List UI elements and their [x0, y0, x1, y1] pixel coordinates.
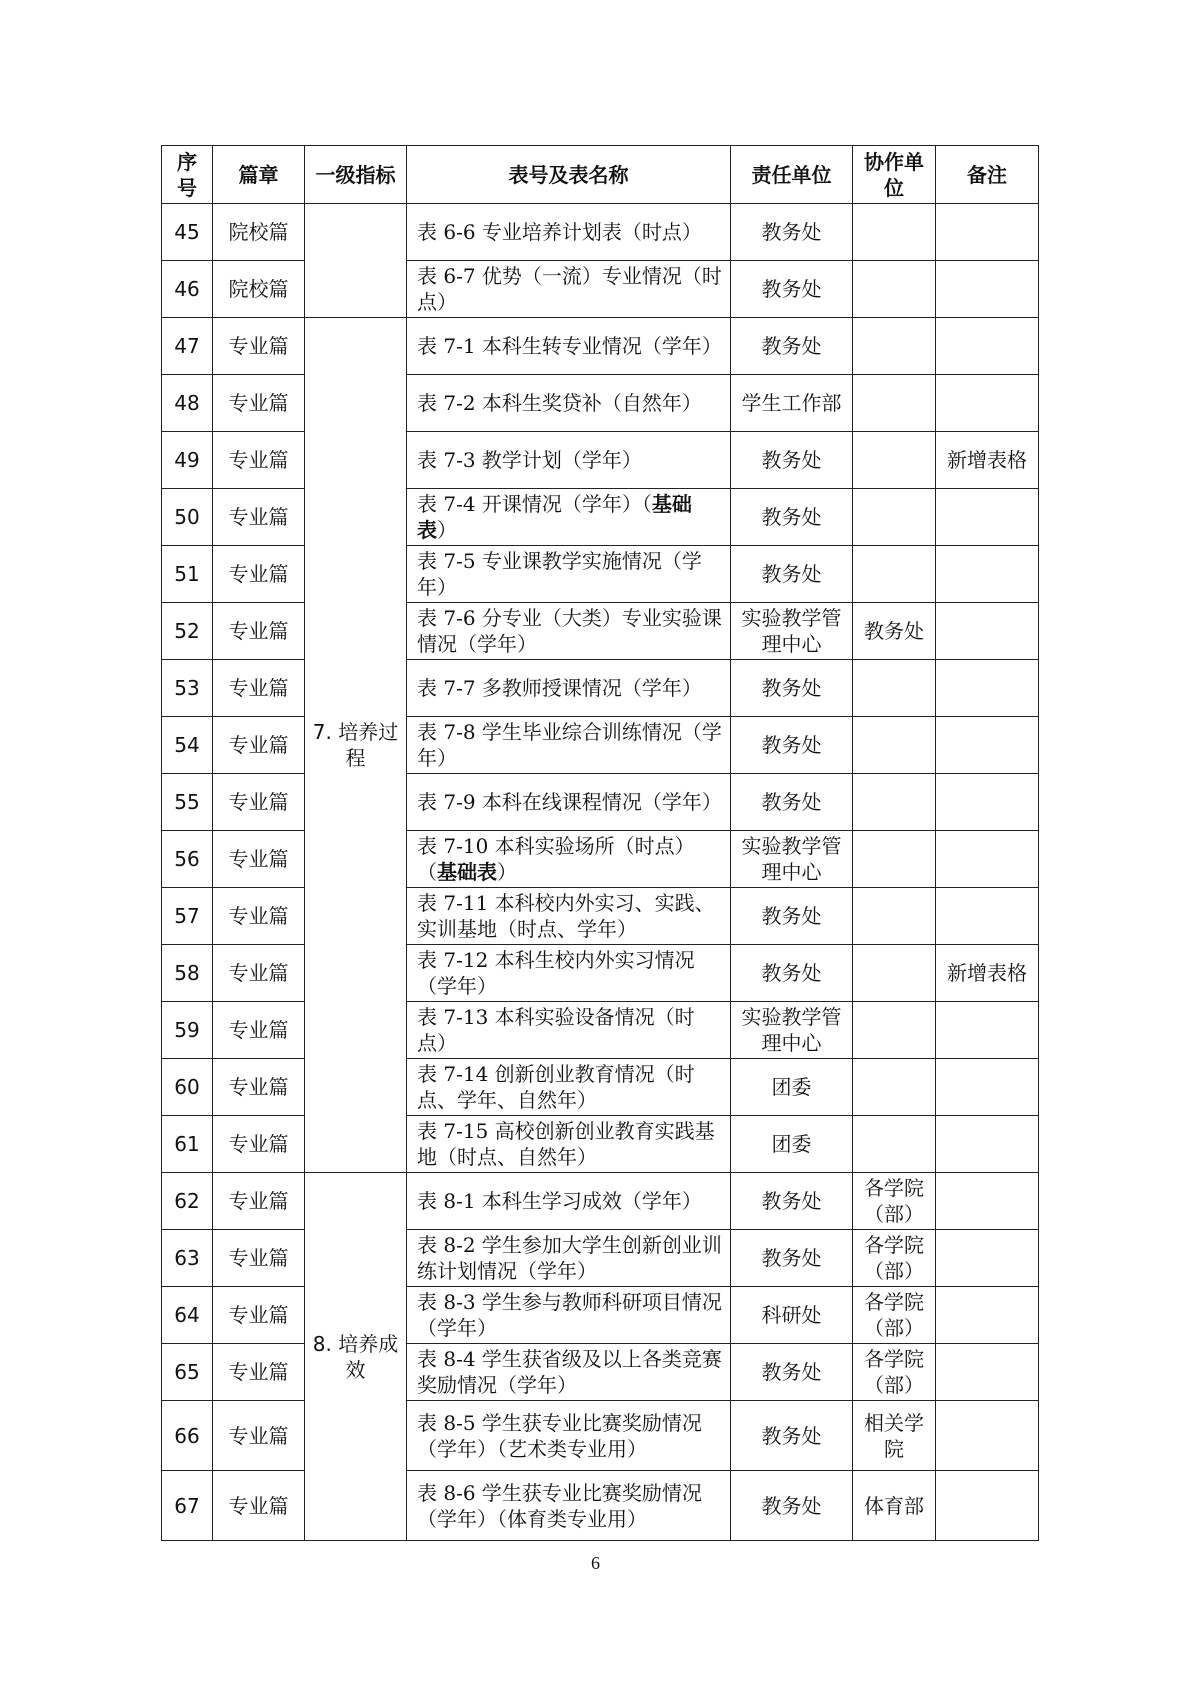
cell-chapter: 专业篇	[213, 489, 305, 546]
cell-cooperating-unit: 相关学院	[853, 1401, 936, 1471]
table-name-text: 表 7-5 专业课教学实施情况（学年）	[417, 549, 702, 599]
table-name-text: 表 7-13 本科实验设备情况（时点）	[417, 1005, 695, 1055]
cell-responsible-unit: 教务处	[731, 774, 853, 831]
table-name-text: 表 7-4 开课情况（学年）（	[417, 492, 652, 516]
cell-seq: 45	[162, 204, 213, 261]
cell-seq: 58	[162, 945, 213, 1002]
cell-remarks	[936, 489, 1039, 546]
table-row	[162, 774, 1039, 831]
cell-responsible-unit: 教务处	[731, 717, 853, 774]
table-name-text: 表 8-5 学生获专业比赛奖励情况（学年）（艺术类专业用）	[417, 1410, 702, 1461]
cell-remarks	[936, 261, 1039, 318]
cell-responsible-unit: 教务处	[731, 432, 853, 489]
cell-seq: 46	[162, 261, 213, 318]
page-number: 6	[591, 1553, 600, 1573]
cell-table-name	[407, 432, 731, 489]
table-name-text: 表 8-6 学生获专业比赛奖励情况（学年）（体育类专业用）	[417, 1480, 702, 1531]
cell-cooperating-unit	[853, 546, 936, 603]
table-row	[162, 1173, 1039, 1230]
cell-chapter: 专业篇	[213, 831, 305, 888]
cell-cooperating-unit	[853, 375, 936, 432]
cell-chapter: 专业篇	[213, 432, 305, 489]
cell-chapter: 专业篇	[213, 1116, 305, 1173]
cell-responsible-unit: 团委	[731, 1116, 853, 1173]
table-name-text: 表 6-7 优势（一流）专业情况（时点）	[417, 264, 722, 314]
cell-responsible-unit: 教务处	[731, 1344, 853, 1401]
cell-chapter: 专业篇	[213, 603, 305, 660]
cell-cooperating-unit: 各学院（部）	[853, 1344, 936, 1401]
cell-cooperating-unit	[853, 888, 936, 945]
cell-remarks: 新增表格	[936, 432, 1039, 489]
cell-cooperating-unit: 各学院（部）	[853, 1173, 936, 1230]
table-name-text: 表 8-3 学生参与教师科研项目情况（学年）	[417, 1290, 722, 1340]
cell-level-indicator	[305, 204, 407, 318]
cell-responsible-unit: 教务处	[731, 1471, 853, 1541]
cell-level-indicator: 8. 培养成效	[305, 1173, 407, 1541]
cell-remarks	[936, 1287, 1039, 1344]
table-name-text: 表 7-2 本科生奖贷补（自然年）	[417, 391, 702, 415]
cell-responsible-unit: 学生工作部	[731, 375, 853, 432]
cell-chapter: 专业篇	[213, 1471, 305, 1541]
cell-table-name	[407, 1230, 731, 1287]
cell-table-name	[407, 546, 731, 603]
table-row	[162, 603, 1039, 660]
cell-table-name	[407, 831, 731, 888]
cell-remarks	[936, 603, 1039, 660]
cell-chapter: 专业篇	[213, 888, 305, 945]
table-name-text: 表 7-8 学生毕业综合训练情况（学年）	[417, 720, 722, 770]
header-responsible-unit: 责任单位	[731, 146, 853, 204]
cell-cooperating-unit: 教务处	[853, 603, 936, 660]
cell-table-name	[407, 1401, 731, 1471]
cell-chapter: 专业篇	[213, 546, 305, 603]
cell-table-name	[407, 888, 731, 945]
cell-seq: 53	[162, 660, 213, 717]
cell-responsible-unit: 教务处	[731, 204, 853, 261]
table-row	[162, 261, 1039, 318]
table-header-row	[162, 146, 1039, 204]
cell-chapter: 专业篇	[213, 1173, 305, 1230]
cell-seq: 50	[162, 489, 213, 546]
cell-cooperating-unit	[853, 1059, 936, 1116]
cell-remarks: 新增表格	[936, 945, 1039, 1002]
cell-seq: 63	[162, 1230, 213, 1287]
cell-chapter: 专业篇	[213, 774, 305, 831]
cell-table-name	[407, 1002, 731, 1059]
cell-remarks	[936, 1401, 1039, 1471]
cell-remarks	[936, 1471, 1039, 1541]
cell-table-name	[407, 375, 731, 432]
cell-cooperating-unit	[853, 261, 936, 318]
table-row	[162, 717, 1039, 774]
cell-cooperating-unit	[853, 432, 936, 489]
cell-cooperating-unit	[853, 318, 936, 375]
table-row	[162, 1059, 1039, 1116]
table-row	[162, 831, 1039, 888]
cell-chapter: 专业篇	[213, 660, 305, 717]
cell-seq: 48	[162, 375, 213, 432]
header-remarks: 备注	[936, 146, 1039, 204]
cell-responsible-unit: 教务处	[731, 1230, 853, 1287]
cell-cooperating-unit	[853, 717, 936, 774]
table-name-text: 表 6-6 专业培养计划表（时点）	[417, 220, 702, 244]
cell-responsible-unit: 教务处	[731, 546, 853, 603]
cell-cooperating-unit	[853, 831, 936, 888]
cell-cooperating-unit: 各学院（部）	[853, 1287, 936, 1344]
table-row	[162, 1344, 1039, 1401]
header-table-name: 表号及表名称	[407, 146, 731, 204]
cell-chapter: 专业篇	[213, 1401, 305, 1471]
cell-remarks	[936, 546, 1039, 603]
cell-chapter: 专业篇	[213, 318, 305, 375]
cell-table-name	[407, 489, 731, 546]
table-name-text: 表 8-2 学生参加大学生创新创业训练计划情况（学年）	[417, 1233, 722, 1283]
cell-cooperating-unit	[853, 945, 936, 1002]
cell-responsible-unit: 团委	[731, 1059, 853, 1116]
table-row	[162, 489, 1039, 546]
table-name-text: 表 7-9 本科在线课程情况（学年）	[417, 790, 722, 814]
cell-cooperating-unit	[853, 1002, 936, 1059]
cell-seq: 61	[162, 1116, 213, 1173]
cell-responsible-unit: 教务处	[731, 1401, 853, 1471]
cell-responsible-unit: 科研处	[731, 1287, 853, 1344]
table-name-tail: ）	[437, 518, 457, 542]
cell-chapter: 专业篇	[213, 945, 305, 1002]
cell-remarks	[936, 831, 1039, 888]
cell-seq: 57	[162, 888, 213, 945]
cell-cooperating-unit	[853, 489, 936, 546]
cell-seq: 65	[162, 1344, 213, 1401]
cell-remarks	[936, 660, 1039, 717]
cell-seq: 49	[162, 432, 213, 489]
index-table	[161, 145, 1039, 1541]
table-row	[162, 375, 1039, 432]
cell-table-name	[407, 1059, 731, 1116]
cell-table-name	[407, 204, 731, 261]
cell-remarks	[936, 1173, 1039, 1230]
cell-chapter: 专业篇	[213, 1230, 305, 1287]
cell-table-name	[407, 774, 731, 831]
base-table-tag: 基础表	[417, 492, 692, 542]
header-seq: 序号	[162, 146, 213, 204]
table-row	[162, 432, 1039, 489]
cell-cooperating-unit	[853, 204, 936, 261]
table-row	[162, 888, 1039, 945]
table-name-text: 表 7-11 本科校内外实习、实践、实训基地（时点、学年）	[417, 891, 715, 941]
cell-remarks	[936, 1059, 1039, 1116]
table-name-text: 表 7-3 教学计划（学年）	[417, 448, 642, 472]
table-row	[162, 1401, 1039, 1471]
cell-seq: 54	[162, 717, 213, 774]
cell-seq: 67	[162, 1471, 213, 1541]
table-row	[162, 945, 1039, 1002]
cell-chapter: 专业篇	[213, 1344, 305, 1401]
cell-responsible-unit: 实验教学管理中心	[731, 1002, 853, 1059]
table-name-text: 表 7-14 创新创业教育情况（时点、学年、自然年）	[417, 1062, 695, 1112]
base-table-tag: 基础表	[437, 860, 497, 884]
header-level-indicator: 一级指标	[305, 146, 407, 204]
table-name-text: 表 7-6 分专业（大类）专业实验课情况（学年）	[417, 606, 722, 656]
cell-table-name	[407, 603, 731, 660]
cell-responsible-unit: 教务处	[731, 261, 853, 318]
cell-seq: 47	[162, 318, 213, 375]
cell-chapter: 专业篇	[213, 1002, 305, 1059]
table-row	[162, 660, 1039, 717]
table-row	[162, 546, 1039, 603]
table-row	[162, 204, 1039, 261]
cell-cooperating-unit	[853, 1116, 936, 1173]
cell-table-name	[407, 261, 731, 318]
cell-table-name	[407, 717, 731, 774]
table-name-text: 表 8-4 学生获省级及以上各类竞赛奖励情况（学年）	[417, 1347, 722, 1397]
table-name-text: 表 7-15 高校创新创业教育实践基地（时点、自然年）	[417, 1119, 715, 1169]
table-name-text: 表 7-1 本科生转专业情况（学年）	[417, 334, 722, 358]
table-row	[162, 1471, 1039, 1541]
table-row	[162, 1287, 1039, 1344]
cell-remarks	[936, 1116, 1039, 1173]
cell-responsible-unit: 教务处	[731, 489, 853, 546]
cell-cooperating-unit	[853, 660, 936, 717]
cell-seq: 56	[162, 831, 213, 888]
cell-seq: 60	[162, 1059, 213, 1116]
cell-seq: 62	[162, 1173, 213, 1230]
cell-responsible-unit: 教务处	[731, 1173, 853, 1230]
cell-seq: 59	[162, 1002, 213, 1059]
table-row	[162, 1002, 1039, 1059]
cell-level-indicator: 7. 培养过程	[305, 318, 407, 1173]
cell-responsible-unit: 实验教学管理中心	[731, 603, 853, 660]
cell-responsible-unit: 教务处	[731, 318, 853, 375]
cell-remarks	[936, 318, 1039, 375]
cell-remarks	[936, 1344, 1039, 1401]
cell-responsible-unit: 教务处	[731, 945, 853, 1002]
cell-chapter: 专业篇	[213, 375, 305, 432]
table-body	[162, 204, 1039, 1541]
cell-table-name	[407, 660, 731, 717]
cell-table-name	[407, 1344, 731, 1401]
cell-cooperating-unit	[853, 774, 936, 831]
cell-table-name	[407, 1287, 731, 1344]
cell-remarks	[936, 375, 1039, 432]
cell-chapter: 专业篇	[213, 1059, 305, 1116]
table-name-text: 表 8-1 本科生学习成效（学年）	[417, 1189, 702, 1213]
table-row	[162, 318, 1039, 375]
header-cooperating-unit: 协作单位	[853, 146, 936, 204]
cell-remarks	[936, 888, 1039, 945]
cell-remarks	[936, 1230, 1039, 1287]
cell-responsible-unit: 教务处	[731, 660, 853, 717]
cell-seq: 55	[162, 774, 213, 831]
cell-seq: 51	[162, 546, 213, 603]
cell-chapter: 院校篇	[213, 204, 305, 261]
table-name-text: 表 7-10 本科实验场所（时点）（	[417, 834, 695, 884]
cell-seq: 66	[162, 1401, 213, 1471]
cell-seq: 64	[162, 1287, 213, 1344]
cell-chapter: 院校篇	[213, 261, 305, 318]
cell-seq: 52	[162, 603, 213, 660]
cell-table-name	[407, 318, 731, 375]
table-name-text: 表 7-12 本科生校内外实习情况（学年）	[417, 948, 695, 998]
cell-remarks	[936, 774, 1039, 831]
table-row	[162, 1116, 1039, 1173]
table-row	[162, 1230, 1039, 1287]
cell-cooperating-unit: 各学院（部）	[853, 1230, 936, 1287]
cell-responsible-unit: 教务处	[731, 888, 853, 945]
cell-cooperating-unit: 体育部	[853, 1471, 936, 1541]
cell-chapter: 专业篇	[213, 1287, 305, 1344]
cell-table-name	[407, 945, 731, 1002]
table-name-text: 表 7-7 多教师授课情况（学年）	[417, 676, 702, 700]
cell-remarks	[936, 1002, 1039, 1059]
header-chapter: 篇章	[213, 146, 305, 204]
table-name-tail: ）	[497, 860, 517, 884]
cell-remarks	[936, 717, 1039, 774]
cell-table-name	[407, 1116, 731, 1173]
cell-chapter: 专业篇	[213, 717, 305, 774]
cell-remarks	[936, 204, 1039, 261]
cell-responsible-unit: 实验教学管理中心	[731, 831, 853, 888]
cell-table-name	[407, 1173, 731, 1230]
cell-table-name	[407, 1471, 731, 1541]
